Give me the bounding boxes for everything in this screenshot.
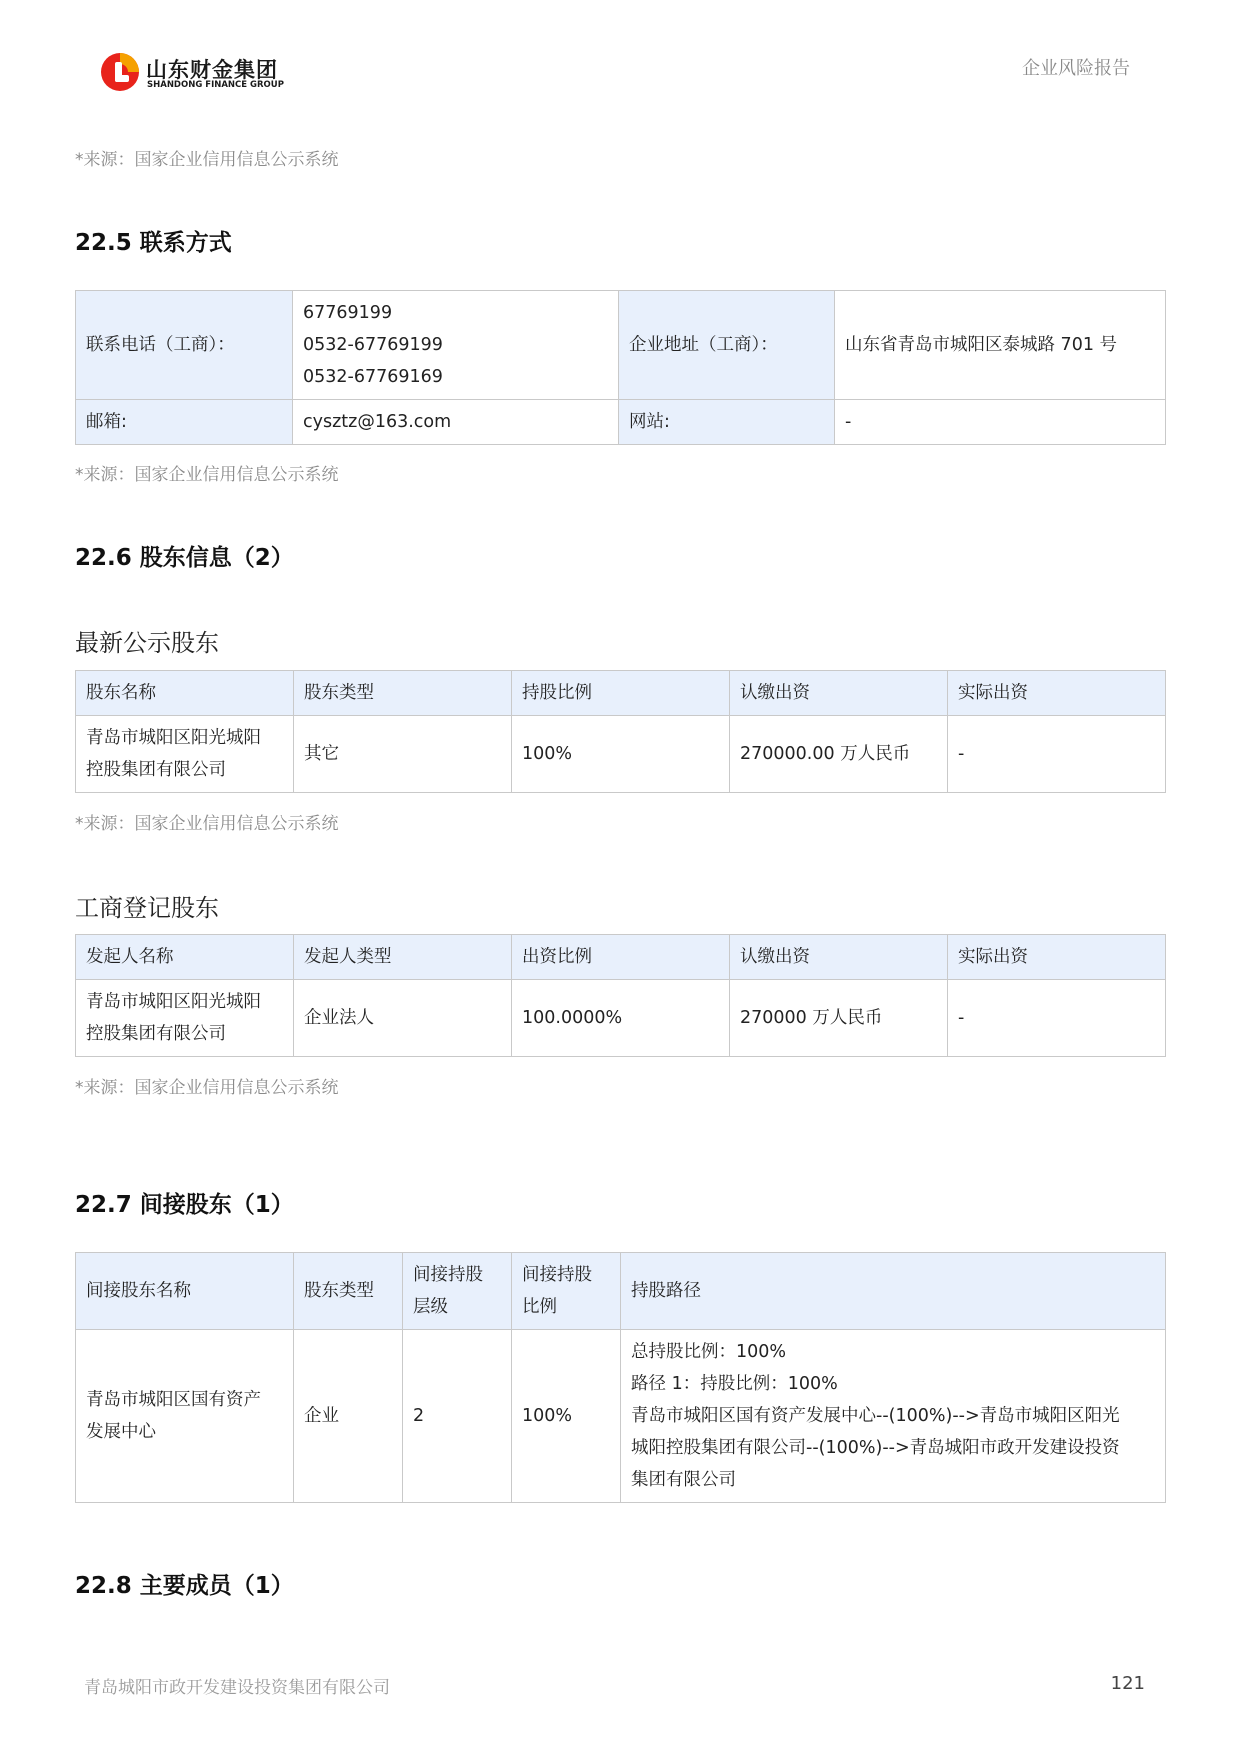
website-value: - <box>835 400 1166 445</box>
subscribed-capital: 270000 万人民币 <box>730 980 948 1057</box>
column-header: 认缴出资 <box>730 671 948 716</box>
holding-path-line: 集团有限公司 <box>631 1470 736 1490</box>
source-note: *来源：国家企业信用信息公示系统 <box>75 814 339 834</box>
holding-path-line: 总持股比例：100% <box>631 1342 787 1362</box>
phone-label: 联系电话（工商）： <box>76 291 293 400</box>
shareholder-name-line: 控股集团有限公司 <box>86 760 226 780</box>
shareholder-name-line: 青岛市城阳区阳光城阳 <box>86 728 261 748</box>
registered-shareholders-subtitle: 工商登记股东 <box>75 894 219 922</box>
footer-company-name: 青岛城阳市政开发建设投资集团有限公司 <box>84 1678 390 1698</box>
actual-capital: - <box>948 980 1166 1057</box>
table-header-row <box>76 671 1166 716</box>
column-header: 持股路径 <box>621 1253 1166 1330</box>
indirect-holding-ratio: 100% <box>512 1330 621 1503</box>
shandong-finance-logo-icon <box>100 52 140 92</box>
holding-path-line: 城阳控股集团有限公司--(100%)-->青岛城阳市政开发建设投资 <box>631 1438 1120 1458</box>
latest-shareholders-table <box>75 670 1166 793</box>
table-row <box>76 291 1166 400</box>
section-22-8-title: 22.8 主要成员（1） <box>75 1573 294 1599</box>
column-header: 持股比例 <box>512 671 730 716</box>
column-header: 股东类型 <box>294 671 512 716</box>
subscribed-capital: 270000.00 万人民币 <box>730 716 948 793</box>
section-22-6-title: 22.6 股东信息（2） <box>75 545 294 571</box>
logo-text-cn: 山东财金集团 <box>146 58 278 82</box>
holding-path-line: 青岛市城阳区国有资产发展中心--(100%)-->青岛市城阳区阳光 <box>631 1406 1120 1426</box>
indirect-shareholder-name-line: 青岛市城阳区国有资产 <box>86 1390 261 1410</box>
phone-value: 0532-67769199 <box>303 335 443 355</box>
email-value: cysztz@163.com <box>293 400 619 445</box>
address-label: 企业地址（工商）： <box>619 291 835 400</box>
column-header: 出资比例 <box>512 935 730 980</box>
table-row <box>76 980 1166 1057</box>
page-number: 121 <box>1110 1673 1145 1694</box>
report-title: 企业风险报告 <box>1022 58 1130 79</box>
phone-values <box>293 291 619 400</box>
source-note: *来源：国家企业信用信息公示系统 <box>75 465 339 485</box>
email-label: 邮箱: <box>76 400 293 445</box>
column-header-line: 间接持股 <box>522 1265 592 1285</box>
actual-capital: - <box>948 716 1166 793</box>
table-row <box>76 400 1166 445</box>
source-note: *来源：国家企业信用信息公示系统 <box>75 1078 339 1098</box>
column-header: 股东名称 <box>76 671 294 716</box>
column-header: 实际出资 <box>948 671 1166 716</box>
column-header <box>512 1253 621 1330</box>
registered-shareholders-table <box>75 934 1166 1057</box>
source-note: *来源：国家企业信用信息公示系统 <box>75 150 339 170</box>
logo-text-en: SHANDONG FINANCE GROUP <box>147 80 284 90</box>
table-header-row <box>76 1253 1166 1330</box>
column-header: 股东类型 <box>294 1253 403 1330</box>
indirect-shareholders-table <box>75 1252 1166 1503</box>
phone-value: 0532-67769169 <box>303 367 443 387</box>
founder-name-line: 控股集团有限公司 <box>86 1024 226 1044</box>
holding-path-line: 路径 1：持股比例：100% <box>631 1374 838 1394</box>
column-header: 认缴出资 <box>730 935 948 980</box>
column-header: 发起人类型 <box>294 935 512 980</box>
latest-shareholders-subtitle: 最新公示股东 <box>75 629 219 657</box>
section-22-7-title: 22.7 间接股东（1） <box>75 1192 294 1218</box>
founder-name-line: 青岛市城阳区阳光城阳 <box>86 992 261 1012</box>
shareholder-type: 其它 <box>294 716 512 793</box>
section-22-5-title: 22.5 联系方式 <box>75 230 232 256</box>
table-row <box>76 1330 1166 1503</box>
holding-path <box>621 1330 1166 1503</box>
indirect-shareholder-name <box>76 1330 294 1503</box>
table-row <box>76 716 1166 793</box>
address-value: 山东省青岛市城阳区泰城路 701 号 <box>835 291 1166 400</box>
indirect-shareholder-name-line: 发展中心 <box>86 1422 156 1442</box>
column-header: 间接股东名称 <box>76 1253 294 1330</box>
website-label: 网站: <box>619 400 835 445</box>
shareholder-name <box>76 716 294 793</box>
contact-table <box>75 290 1166 445</box>
phone-value: 67769199 <box>303 303 393 323</box>
founder-type: 企业法人 <box>294 980 512 1057</box>
column-header-line: 层级 <box>413 1297 448 1317</box>
column-header: 发起人名称 <box>76 935 294 980</box>
founder-name <box>76 980 294 1057</box>
indirect-shareholder-type: 企业 <box>294 1330 403 1503</box>
table-header-row <box>76 935 1166 980</box>
page-header <box>100 48 1130 98</box>
contribution-ratio: 100.0000% <box>512 980 730 1057</box>
shareholding-ratio: 100% <box>512 716 730 793</box>
column-header-line: 间接持股 <box>413 1265 483 1285</box>
column-header-line: 比例 <box>522 1297 557 1317</box>
indirect-holding-level: 2 <box>403 1330 512 1503</box>
column-header: 实际出资 <box>948 935 1166 980</box>
column-header <box>403 1253 512 1330</box>
